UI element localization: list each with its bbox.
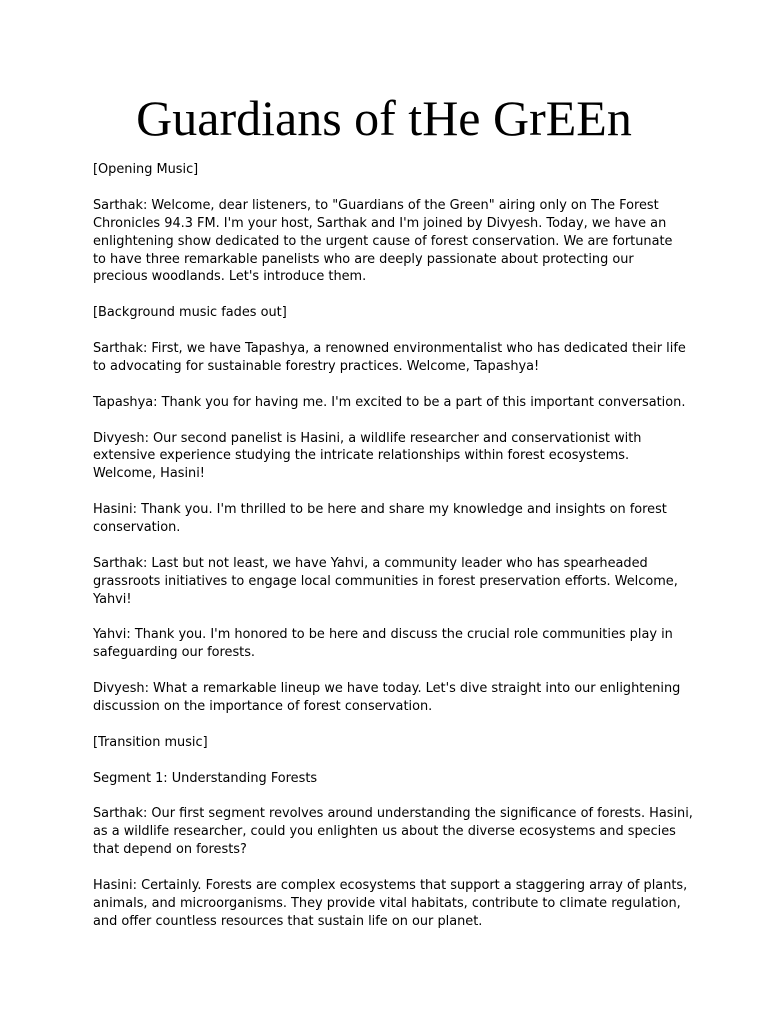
document-title: Guardians of tHe GrEEn [136, 90, 632, 146]
paragraph [93, 501, 693, 537]
text-line: Sarthak: Our first segment revolves around understanding the significance of forests. Hasini, [93, 806, 693, 822]
paragraph [93, 680, 693, 716]
text-line: Divyesh: Our second panelist is Hasini, a wildlife researcher and conservationist with [93, 430, 642, 446]
text-line: Tapashya: Thank you for having me. I'm excited to be a part of this important conversation. [93, 394, 686, 410]
text-line: Welcome, Hasini! [93, 466, 205, 482]
text-line: Divyesh: What a remarkable lineup we have today. Let's dive straight into our enlightening [93, 681, 681, 697]
paragraph [93, 394, 693, 412]
text-line: grassroots initiatives to engage local communities in forest preservation efforts. Welcome, [93, 573, 678, 589]
text-line: Hasini: Thank you. I'm thrilled to be here and share my knowledge and insights on forest [93, 502, 667, 518]
paragraph [93, 626, 693, 662]
paragraph [93, 555, 693, 609]
text-line: precious woodlands. Let's introduce them. [93, 269, 367, 285]
paragraph [93, 161, 693, 179]
text-line: extensive experience studying the intricate relationships within forest ecosystems. [93, 448, 630, 464]
paragraph [93, 734, 693, 752]
text-line: Segment 1: Understanding Forests [93, 770, 318, 786]
text-line: to have three remarkable panelists who are deeply passionate about protecting our [93, 251, 634, 267]
text-line: Hasini: Certainly. Forests are complex ecosystems that support a staggering array of plants, [93, 878, 688, 894]
paragraph [93, 805, 693, 859]
text-line: [Transition music] [93, 734, 208, 750]
text-line: Sarthak: First, we have Tapashya, a renowned environmentalist who has dedicated their life [93, 341, 686, 357]
paragraph [93, 304, 693, 322]
text-line: safeguarding our forests. [93, 645, 256, 661]
text-line: and offer countless resources that sustain life on our planet. [93, 913, 483, 929]
text-line: [Background music fades out] [93, 305, 287, 321]
paragraph [93, 340, 693, 376]
text-line: discussion on the importance of forest conservation. [93, 699, 433, 715]
text-line: Sarthak: Last but not least, we have Yahvi, a community leader who has spearheaded [93, 555, 648, 571]
paragraph [93, 770, 693, 788]
text-line: to advocating for sustainable forestry practices. Welcome, Tapashya! [93, 358, 540, 374]
text-line: enlightening show dedicated to the urgent cause of forest conservation. We are fortunate [93, 233, 673, 249]
text-line: as a wildlife researcher, could you enlighten us about the diverse ecosystems and species [93, 824, 676, 840]
document-body [93, 161, 693, 949]
text-line: [Opening Music] [93, 162, 199, 177]
paragraph [93, 197, 693, 287]
text-line: Sarthak: Welcome, dear listeners, to "Guardians of the Green" airing only on The Forest [93, 197, 659, 213]
text-line: Chronicles 94.3 FM. I'm your host, Sarthak and I'm joined by Divyesh. Today, we have an [93, 215, 667, 231]
text-line: conservation. [93, 520, 181, 536]
text-line: Yahvi! [93, 591, 132, 607]
text-line: that depend on forests? [93, 842, 247, 858]
text-line: animals, and microorganisms. They provide vital habitats, contribute to climate regulation, [93, 895, 681, 911]
paragraph [93, 877, 693, 931]
paragraph [93, 430, 693, 484]
text-line: Yahvi: Thank you. I'm honored to be here and discuss the crucial role communities play in [93, 627, 673, 643]
